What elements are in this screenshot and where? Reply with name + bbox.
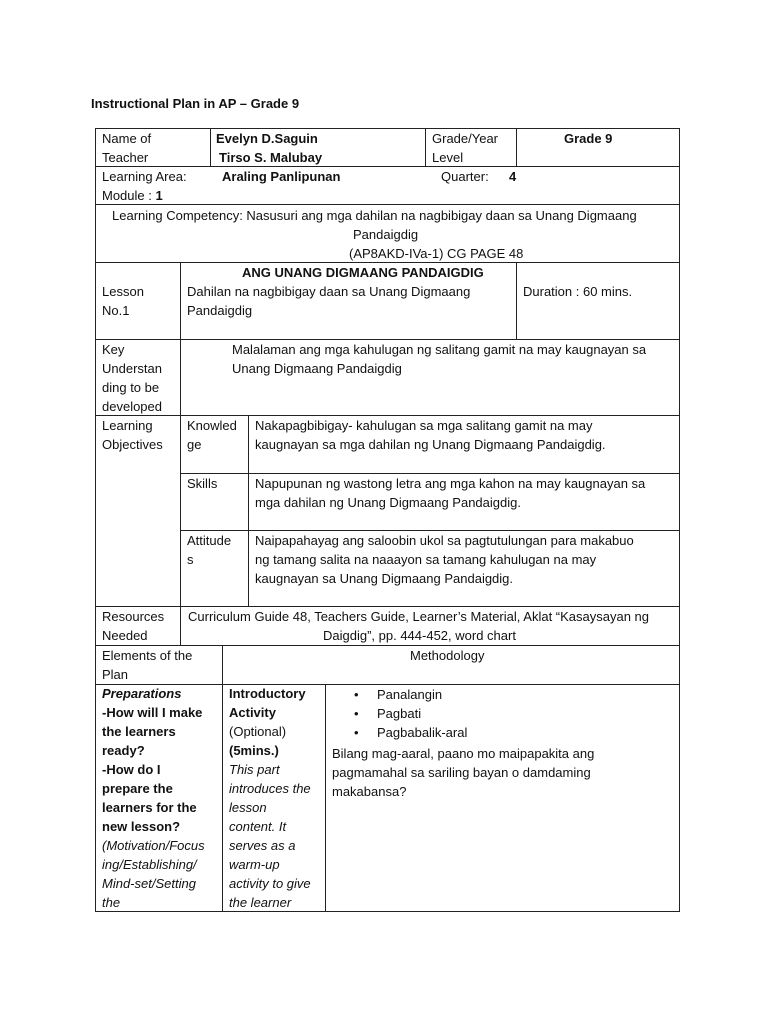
col-divider xyxy=(210,128,211,166)
intro-activity-title: Introductory Activity xyxy=(229,686,306,720)
attitudes-text: Naipapahayag ang saloobin ukol sa pagtutulungan para makabuo ng tamang salita na naaayon sa tamang kahulugan na may kaugnayan sa Unang Digmaang Pandaigdig. xyxy=(255,533,634,586)
grade-value: Grade 9 xyxy=(564,131,613,146)
competency-line-1: Learning Competency: Nasusuri ang mga dahilan na nagbibigay daan sa Unang Digmaang xyxy=(112,208,637,223)
teacher-label: Name of Teacher xyxy=(102,131,152,165)
methodology-heading: Methodology xyxy=(410,648,485,663)
competency-line-2: Pandaigdig xyxy=(353,227,419,242)
intro-description: This part introduces the lesson content. It serves as a warm-up activity to give the learner xyxy=(229,762,311,910)
module-label: Module : xyxy=(102,188,152,203)
lesson-description: Dahilan na nagbibigay daan sa Unang Digmaang Pandaigdig xyxy=(187,284,471,318)
activity-list-container xyxy=(332,685,672,742)
intro-optional: (Optional) xyxy=(229,724,287,739)
learning-area-value: Araling Panlipunan xyxy=(222,169,341,184)
resources-line-2: Daigdig”, pp. 444-452, word chart xyxy=(323,628,516,643)
document-title: Instructional Plan in AP – Grade 9 xyxy=(91,96,300,111)
list-item: • Pagbati xyxy=(332,704,672,723)
quarter-label: Quarter: xyxy=(441,169,489,184)
list-item: • Panalangin xyxy=(332,685,672,704)
resources-label: Resources Needed xyxy=(102,609,165,643)
skills-label: Skills xyxy=(187,476,218,491)
col-divider xyxy=(180,262,181,646)
preparations-questions: -How will I make the learners ready? -How do I prepare the learners for the new lesson? xyxy=(102,705,203,834)
preparations-note: (Motivation/Focus ing/Establishing/ Mind-set/Setting the xyxy=(102,838,205,910)
competency-code: (AP8AKD-IVa-1) CG PAGE 48 xyxy=(349,246,524,261)
col-divider xyxy=(248,415,249,606)
col-divider xyxy=(425,128,426,166)
grade-label: Grade/Year Level xyxy=(432,131,499,165)
activity-question: Bilang mag-aaral, paano mo maipapakita ang pagmamahal sa sariling bayan o damdaming makabansa? xyxy=(332,746,595,799)
resources-line-1: Curriculum Guide 48, Teachers Guide, Learner’s Material, Aklat “Kasaysayan ng xyxy=(188,609,650,624)
lesson-title: ANG UNANG DIGMAANG PANDAIGDIG xyxy=(242,265,484,280)
key-understanding-label: Key Understan ding to be developed xyxy=(102,342,162,414)
key-understanding-text: Malalaman ang mga kahulugan ng salitang gamit na may kaugnayan sa Unang Digmaang Pandaigdig xyxy=(232,342,647,376)
lesson-label: Lesson No.1 xyxy=(102,284,144,318)
intro-time: (5mins.) xyxy=(229,743,279,758)
quarter-value: 4 xyxy=(509,169,517,184)
learning-area-label: Learning Area: xyxy=(102,169,187,184)
knowledge-label: Knowled ge xyxy=(187,418,237,452)
lesson-duration: Duration : 60 mins. xyxy=(523,284,633,299)
teacher-name-2: Tirso S. Malubay xyxy=(219,150,323,165)
preparations-title: Preparations xyxy=(102,686,182,701)
list-item: • Pagbabalik-aral xyxy=(332,723,672,742)
teacher-name-1: Evelyn D.Saguin xyxy=(216,131,318,146)
activity-list xyxy=(332,685,672,742)
col-divider xyxy=(222,645,223,912)
objectives-label: Learning Objectives xyxy=(102,418,163,452)
skills-text: Napupunan ng wastong letra ang mga kahon na may kaugnayan sa mga dahilan ng Unang Digmaang Pandaigdig. xyxy=(255,476,646,510)
attitudes-label: Attitude s xyxy=(187,533,232,567)
col-divider xyxy=(516,262,517,339)
module-value: 1 xyxy=(155,188,163,203)
elements-label: Elements of the Plan xyxy=(102,648,193,682)
row-divider xyxy=(95,204,680,205)
knowledge-text: Nakapagbibigay- kahulugan sa mga salitang gamit na may kaugnayan sa mga dahilan ng Unang Digmaang Pandaigdig. xyxy=(255,418,606,452)
col-divider xyxy=(325,684,326,912)
col-divider xyxy=(516,128,517,166)
module-line xyxy=(102,186,163,205)
